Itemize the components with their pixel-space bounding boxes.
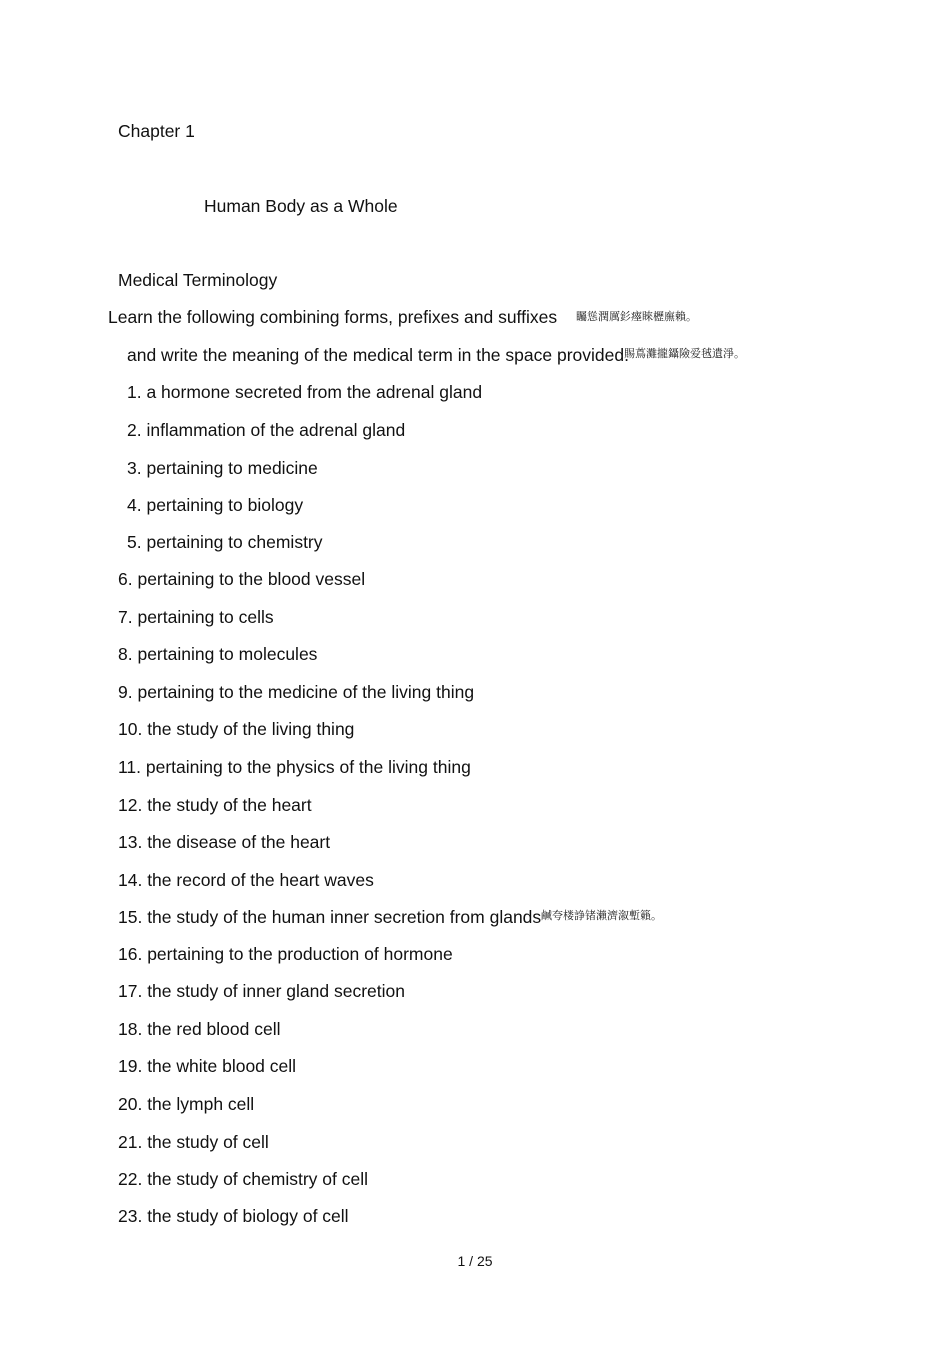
- chapter-heading: Chapter 1: [118, 121, 195, 141]
- list-item: 16. pertaining to the production of hormone: [118, 944, 453, 964]
- list-item: 11. pertaining to the physics of the living thing: [118, 757, 471, 777]
- garbled-mark-3: 鹹夸楼諍锗瀨濟溆塹籟。: [541, 909, 662, 922]
- list-item: 4. pertaining to biology: [127, 495, 304, 515]
- list-item: 7. pertaining to cells: [118, 607, 274, 627]
- page-indicator: 1 / 25: [457, 1253, 493, 1269]
- list-item: 5. pertaining to chemistry: [127, 532, 323, 552]
- list-item: 3. pertaining to medicine: [127, 458, 318, 478]
- list-item: 9. pertaining to the medicine of the living thing: [118, 682, 475, 702]
- list-item: 12. the study of the heart: [118, 795, 312, 815]
- section-heading: Medical Terminology: [118, 270, 278, 290]
- list-item: 20. the lymph cell: [118, 1094, 255, 1114]
- list-item: 14. the record of the heart waves: [118, 870, 374, 890]
- list-item: 18. the red blood cell: [118, 1019, 281, 1039]
- garbled-mark-1: 矚慫潤厲釤瘞睞櫪廡賴。: [576, 310, 697, 323]
- list-item: 2. inflammation of the adrenal gland: [127, 420, 406, 440]
- instruction-line-1: Learn the following combining forms, prefixes and suffixes: [108, 307, 558, 327]
- list-item: 22. the study of chemistry of cell: [118, 1169, 368, 1189]
- chapter-title: Human Body as a Whole: [204, 196, 398, 216]
- list-item: 15. the study of the human inner secretion from glands: [118, 907, 542, 927]
- garbled-mark-2: 賜蔦灘攏鑷險爱毧遺淨。: [624, 347, 745, 360]
- list-item: 1. a hormone secreted from the adrenal gland: [127, 382, 483, 402]
- list-item: 17. the study of inner gland secretion: [118, 981, 405, 1001]
- instruction-line-2: and write the meaning of the medical term in the space provided.: [127, 345, 629, 365]
- list-item: 19. the white blood cell: [118, 1056, 297, 1076]
- list-item: 21. the study of cell: [118, 1132, 269, 1152]
- list-item: 6. pertaining to the blood vessel: [118, 569, 366, 589]
- list-item: 8. pertaining to molecules: [118, 644, 318, 664]
- list-item: 13. the disease of the heart: [118, 832, 331, 852]
- list-item: 10. the study of the living thing: [118, 719, 355, 739]
- list-item: 23. the study of biology of cell: [118, 1206, 349, 1226]
